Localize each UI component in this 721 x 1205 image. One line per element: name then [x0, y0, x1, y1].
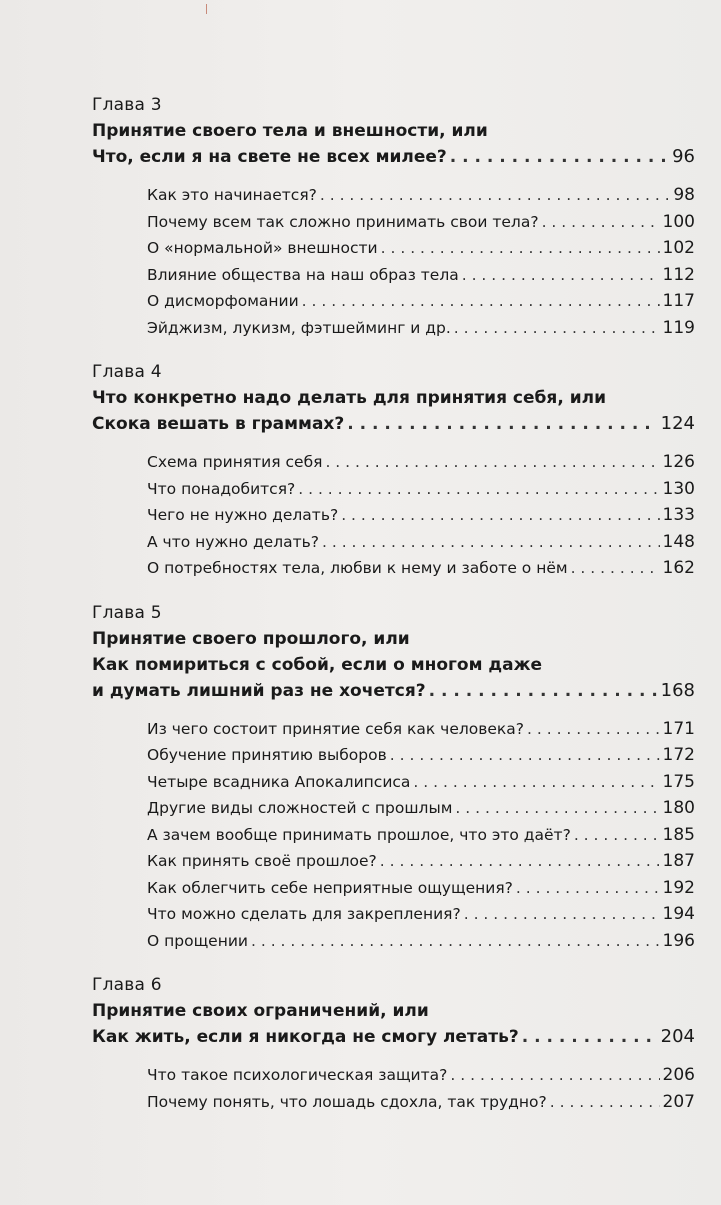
- toc-entry[interactable]: [92, 928, 695, 955]
- dot-leader: [381, 235, 660, 262]
- chapter-page-number: 96: [672, 146, 695, 167]
- toc-entry-page-number: 102: [662, 238, 695, 258]
- section-list: [92, 182, 695, 341]
- toc-entry-title: Почему всем так сложно принимать свои тела?: [147, 212, 539, 231]
- toc-entry[interactable]: [92, 476, 695, 503]
- chapter-page-number: 204: [660, 1026, 695, 1047]
- chapter-title[interactable]: [92, 385, 695, 437]
- toc-entry[interactable]: [92, 742, 695, 769]
- dot-leader: [527, 716, 660, 743]
- toc-entry-title: Другие виды сложностей с прошлым: [147, 799, 453, 817]
- toc-entry[interactable]: [92, 315, 695, 342]
- toc-entry-page-number: 194: [662, 904, 695, 924]
- toc-entry-page-number: 148: [662, 531, 695, 552]
- toc-entry[interactable]: [92, 209, 695, 236]
- dot-leader: [325, 449, 659, 476]
- toc-entry-page-number: 133: [662, 505, 695, 525]
- chapter-title-row: [92, 1024, 695, 1050]
- dot-leader: [550, 1089, 660, 1116]
- toc-entry-title: О прощении: [147, 931, 248, 950]
- chapter-5: [92, 600, 695, 955]
- chapter-3: [92, 92, 695, 341]
- toc-entry-page-number: 207: [662, 1091, 695, 1112]
- toc-entry-page-number: 175: [662, 771, 695, 792]
- toc-entry[interactable]: [92, 502, 695, 529]
- chapter-label: Глава 3: [92, 95, 162, 115]
- toc-entry-page-number: 187: [662, 851, 695, 871]
- toc-entry-title: О дисморфомании: [147, 292, 299, 310]
- chapter-title[interactable]: [92, 626, 695, 704]
- chapter-title[interactable]: [92, 998, 695, 1050]
- toc-entry[interactable]: [92, 182, 695, 209]
- toc-entry[interactable]: [92, 716, 695, 743]
- chapter-label: Глава 4: [92, 362, 162, 382]
- toc-entry[interactable]: [92, 235, 695, 262]
- toc-entry-title: Схема принятия себя: [147, 453, 323, 471]
- dot-leader: [454, 315, 660, 342]
- toc-entry-page-number: 172: [662, 745, 695, 765]
- toc-entry-page-number: 112: [662, 264, 695, 285]
- dot-leader: [298, 476, 659, 503]
- dot-leader: [390, 742, 660, 769]
- toc-entry-title: А что нужно делать?: [147, 532, 319, 551]
- toc-entry-title: Что понадобится?: [147, 479, 296, 498]
- toc-entry[interactable]: [92, 449, 695, 476]
- toc-entry-page-number: 180: [662, 798, 695, 818]
- toc-entry-page-number: 171: [662, 718, 695, 739]
- chapter-title-row: [92, 411, 695, 437]
- toc-entry-title: Влияние общества на наш образ тела: [147, 265, 459, 284]
- chapter-page-number: 168: [660, 679, 695, 701]
- toc-entry-title: Четыре всадника Апокалипсиса: [147, 772, 411, 791]
- chapter-page-number: 124: [660, 413, 695, 434]
- toc-entry-page-number: 119: [662, 317, 695, 338]
- toc-entry-title: Чего не нужно делать?: [147, 506, 339, 524]
- dot-leader: [574, 822, 660, 849]
- toc-entry-page-number: 196: [662, 930, 695, 951]
- dot-leader: [322, 529, 660, 556]
- toc-entry[interactable]: [92, 288, 695, 315]
- toc-entry-page-number: 162: [662, 558, 695, 578]
- toc-entry-page-number: 98: [673, 185, 695, 205]
- toc-entry-title: Как облегчить себе неприятные ощущения?: [147, 878, 513, 897]
- toc-entry-page-number: 185: [662, 824, 695, 845]
- toc-entry-title: Что можно сделать для закрепления?: [147, 905, 461, 923]
- toc-entry[interactable]: [92, 822, 695, 849]
- dot-leader: [429, 678, 658, 704]
- dot-leader: [516, 875, 660, 902]
- chapter-label: Глава 6: [92, 975, 162, 995]
- chapter-title-line: Принятие своего прошлого, или: [92, 628, 410, 649]
- section-list: [92, 449, 695, 582]
- chapter-6: [92, 972, 695, 1115]
- dot-leader: [455, 795, 659, 822]
- dot-leader: [450, 1062, 659, 1089]
- toc-entry-title: Почему понять, что лошадь сдохла, так трудно?: [147, 1092, 547, 1111]
- toc-entry-title: Обучение принятию выборов: [147, 746, 387, 764]
- chapter-title-line: Как помириться с собой, если о многом даже: [92, 654, 543, 675]
- section-list: [92, 1062, 695, 1115]
- chapter-title-line: Что конкретно надо делать для принятия себя, или: [92, 388, 606, 408]
- dot-leader: [320, 182, 670, 209]
- toc-entry[interactable]: [92, 1062, 695, 1089]
- chapter-title-line: Принятие своих ограничений, или: [92, 1001, 429, 1021]
- table-of-contents: [92, 92, 695, 1133]
- toc-entry[interactable]: [92, 901, 695, 928]
- toc-entry-page-number: 192: [662, 877, 695, 898]
- toc-entry-page-number: 117: [662, 291, 695, 311]
- toc-entry-title: Из чего состоит принятие себя как человека?: [147, 719, 525, 738]
- toc-entry[interactable]: [92, 529, 695, 556]
- dot-leader: [251, 928, 660, 955]
- chapter-title[interactable]: [92, 118, 695, 170]
- toc-entry-page-number: 206: [662, 1065, 695, 1085]
- toc-entry[interactable]: [92, 848, 695, 875]
- dot-leader: [462, 262, 660, 289]
- toc-entry-page-number: 126: [662, 452, 695, 472]
- chapter-title-line: Принятие своего тела и внешности, или: [92, 121, 488, 141]
- toc-entry[interactable]: [92, 769, 695, 796]
- chapter-title-last-line: и думать лишний раз не хочется?: [92, 680, 426, 701]
- toc-entry-title: Что такое психологическая защита?: [147, 1066, 448, 1084]
- toc-entry[interactable]: [92, 875, 695, 902]
- chapter-label: Глава 5: [92, 602, 162, 623]
- toc-entry-title: Эйджизм, лукизм, фэтшейминг и др.: [147, 318, 451, 337]
- toc-entry-page-number: 130: [662, 478, 695, 499]
- chapter-title-row: [92, 144, 695, 170]
- dot-leader: [571, 555, 660, 582]
- toc-entry-page-number: 100: [662, 211, 695, 232]
- toc-entry[interactable]: [92, 1089, 695, 1116]
- toc-entry-title: А зачем вообще принимать прошлое, что это даёт?: [147, 825, 571, 844]
- chapter-title-last-line: Скока вешать в граммах?: [92, 414, 345, 434]
- toc-entry[interactable]: [92, 555, 695, 582]
- dot-leader: [380, 848, 660, 875]
- toc-entry-title: О потребностях тела, любви к нему и заботе о нём: [147, 559, 568, 577]
- dot-leader: [347, 411, 657, 437]
- dot-leader: [341, 502, 659, 529]
- dot-leader: [413, 769, 659, 796]
- toc-entry-title: Как принять своё прошлое?: [147, 852, 377, 870]
- section-list: [92, 716, 695, 955]
- toc-entry-title: Как это начинается?: [147, 186, 317, 204]
- chapter-4: [92, 359, 695, 582]
- toc-entry-title: О «нормальной» внешности: [147, 239, 378, 257]
- toc-entry[interactable]: [92, 262, 695, 289]
- dot-leader: [450, 144, 669, 170]
- page-mark: [206, 4, 207, 14]
- toc-entry[interactable]: [92, 795, 695, 822]
- chapter-title-last-line: Как жить, если я никогда не смогу летать?: [92, 1027, 519, 1047]
- dot-leader: [464, 901, 660, 928]
- dot-leader: [522, 1024, 658, 1050]
- dot-leader: [542, 209, 660, 236]
- chapter-title-row: [92, 678, 695, 704]
- dot-leader: [302, 288, 660, 315]
- chapter-title-last-line: Что, если я на свете не всех милее?: [92, 147, 447, 167]
